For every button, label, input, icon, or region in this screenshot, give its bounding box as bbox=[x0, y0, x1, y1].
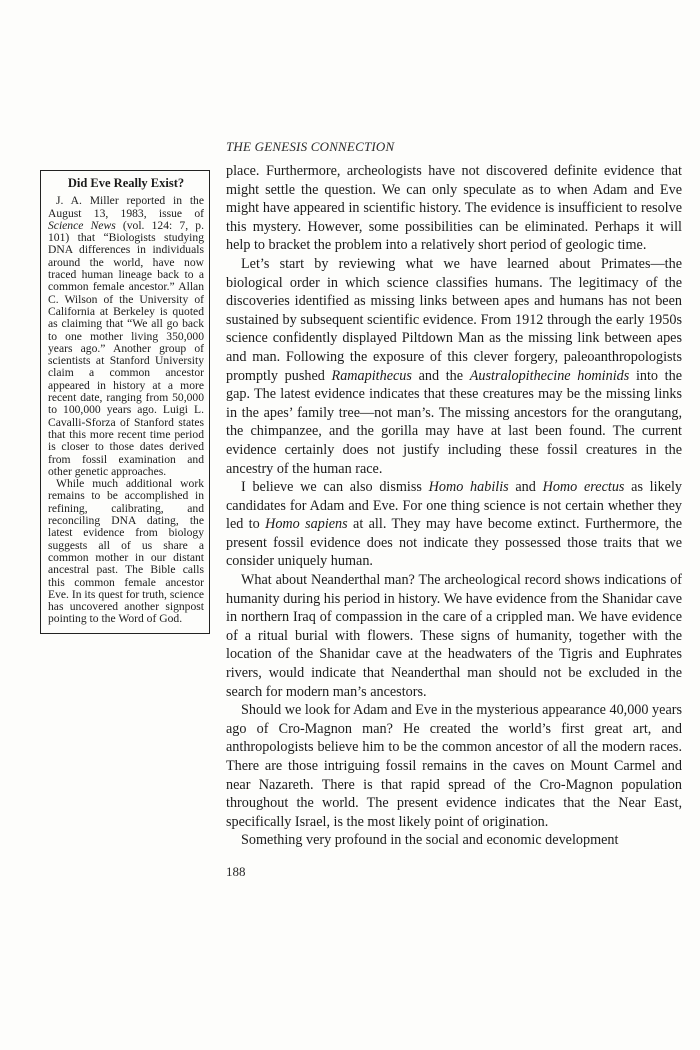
running-head: THE GENESIS CONNECTION bbox=[226, 139, 395, 154]
italic-term: Homo sapiens bbox=[265, 516, 348, 533]
italic-term: Ramapithecus bbox=[331, 367, 412, 384]
body-paragraph: Should we look for Adam and Eve in the mysterious appearance 40,000 years ago of Cro-Magnon man? He created the world’s first great art, and anthropologists believe him to be the common ancestor of all the modern races. There are those intriguing fossil remains in the caves on Mount Carmel and near Nazareth. There is that rapid spread of the Cro-Magnon population throughout the world. The present evidence indicates that the Near East, specifically Israel, is the most likely point of origination. bbox=[226, 702, 682, 830]
body-text: and bbox=[508, 479, 543, 496]
body-text: Let’s start by reviewing what we have learned about Primates—the biological order in which science classifies humans. The legitimacy of the discoveries identified as missing links between apes and humans has not been sustained by subsequent scientific evidence. From 1912 through the early 1950s science confidently displayed Piltdown Man as the missing link between apes and man. Following the exposure of this clever forgery, paleoanthropologists promptly pushed bbox=[226, 255, 682, 384]
body-paragraph bbox=[226, 255, 682, 478]
italic-term: Australopithecine hominids bbox=[469, 367, 630, 384]
body-paragraph: place. Furthermore, archeologists have not discovered definite evidence that might settle the question. We can only speculate as to when Adam and Eve might have appeared in scientific history. The evidence is insufficient to resolve this mystery. However, some possibilities can be eliminated. Perhaps it will help to bracket the problem into a relatively short period of geologic time. bbox=[226, 163, 682, 254]
sidebar-box bbox=[40, 170, 210, 634]
sidebar-title: Did Eve Really Exist? bbox=[67, 176, 185, 190]
body-text: as likely candidates for Adam and Eve. For one thing science is not certain whether they led to bbox=[226, 479, 682, 533]
sidebar-paragraph bbox=[48, 195, 204, 478]
body-text: into the gap. The latest evidence indicates that these creatures may be the missing links in the apes’ family tree—not man’s. The missing ancestors for the orangutang, the chimpanzee, and the gorilla may have at last been found. The current evidence certainly does not justify including these fossil creatures in the ancestry of the human race. bbox=[226, 367, 682, 477]
body-text: and the bbox=[411, 367, 470, 384]
italic-term: Homo habilis bbox=[428, 479, 509, 496]
publication-title: Science News bbox=[48, 218, 116, 232]
sidebar-text: J. A. Miller reported in the August 13, 1983, issue of bbox=[48, 194, 204, 220]
sidebar-paragraph: While much additional work remains to be accomplished in refining, calibrating, and reconciling DNA dating, the latest evidence from biology suggests all of us share a common mother in our distant ancestral past. The Bible calls this common female ancestor Eve. In its quest for truth, science has uncovered another signpost pointing to the Word of God. bbox=[48, 477, 204, 626]
sidebar-text: (vol. 124: 7, p. 101) that “Biologists studying DNA differences in individuals around the world, have now traced human lineage back to a common female ancestor.” Allan C. Wilson of the University of California at Berkeley is quoted as claiming that “We all go back to one mother living 350,000 years ago.” Another group of scientists at Stanford University claim a common ancestor appeared in history at a more recent date, ranging from 50,000 to 100,000 years ago. Luigi L. Cavalli-Sforza of Stanford states that this more recent time period is closer to those dates derived from fossil examination and other genetic approaches. bbox=[48, 218, 204, 478]
body-paragraph: Something very profound in the social and economic development bbox=[241, 832, 619, 849]
italic-term: Homo erectus bbox=[542, 479, 625, 496]
page-number: 188 bbox=[226, 864, 246, 879]
body-text: I believe we can also dismiss bbox=[241, 479, 429, 496]
main-text bbox=[226, 162, 682, 850]
body-paragraph bbox=[226, 478, 682, 571]
body-text: at all. They may have become extinct. Furthermore, the present fossil evidence does not indicate they possessed those traits that we consider uniquely human. bbox=[226, 516, 682, 570]
body-paragraph: What about Neanderthal man? The archeological record shows indications of humanity during his period in history. We have evidence from the Shanidar cave in northern Iraq of compassion in the care of a crippled man. We have evidence of a ritual burial with flowers. These signs of humanity, together with the location of the Shanidar cave at the headwaters of the Tigris and Euphrates rivers, would indicate that Neanderthal man should not be excluded in the search for modern man’s ancestors. bbox=[226, 572, 682, 700]
